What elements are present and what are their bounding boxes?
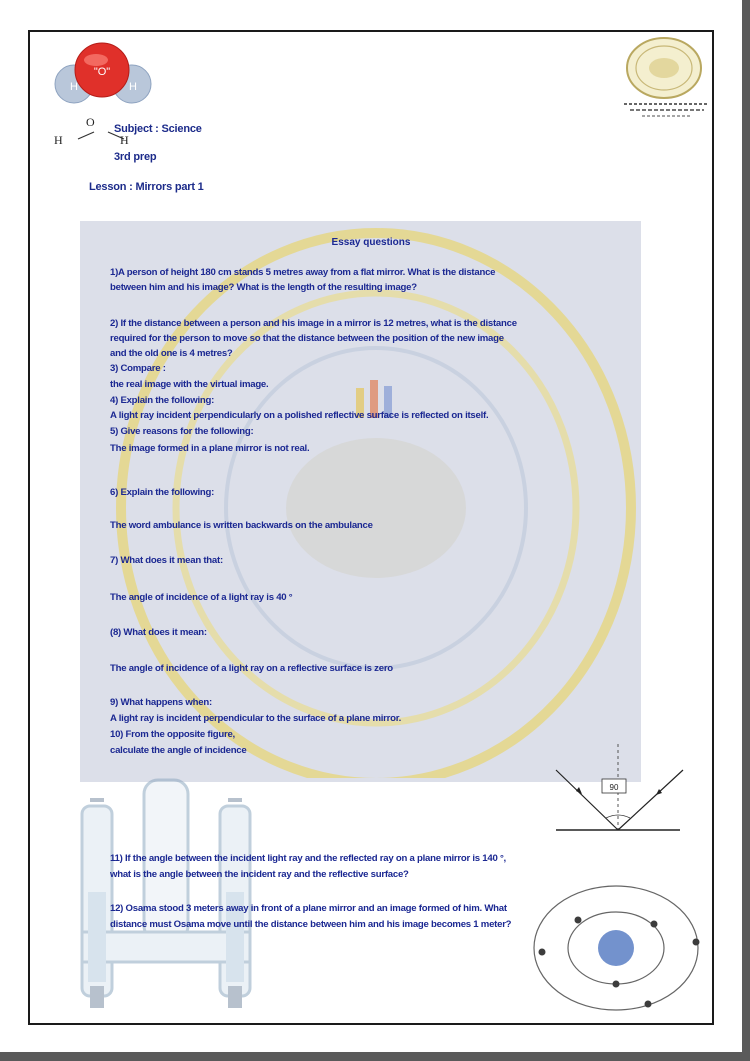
question-5-text: The image formed in a plane mirror is not real. [110,443,310,454]
question-3-heading: 3) Compare : [110,363,166,374]
question-8-heading: (8) What does it mean: [110,627,207,638]
question-9-text: A light ray is incident perpendicular to the surface of a plane mirror. [110,713,402,724]
question-1-line-1: 1)A person of height 180 cm stands 5 metres away from a flat mirror. What is the distance [110,267,496,278]
question-2-line-2: required for the person to move so that the distance between the position of the new image [110,333,504,344]
question-3-text: the real image with the virtual image. [110,379,269,390]
question-11-line-2: what is the angle between the incident ray and the reflective surface? [110,869,409,880]
question-12-line-1: 12) Osama stood 3 meters away in front of a plane mirror and an image formed of him. What [110,903,507,914]
angle-label: 90 [609,783,619,792]
question-7-heading: 7) What does it mean that: [110,555,223,566]
hydrogen-symbol-right: H [120,133,129,147]
subject-label: Subject : Science [114,123,202,135]
lesson-label: Lesson : Mirrors part 1 [89,181,204,193]
question-10-heading: 10) From the opposite figure, [110,729,235,740]
question-4-text: A light ray incident perpendicularly on a polished reflective surface is reflected on itself. [110,410,489,421]
question-5-heading: 5) Give reasons for the following: [110,426,254,437]
svg-text:"O": "O" [93,66,111,78]
atom-model-image [528,880,718,1020]
question-4-heading: 4) Explain the following: [110,395,215,406]
hydrogen-symbol-left: H [54,133,63,147]
reflection-figure [548,744,688,839]
question-8-text: The angle of incidence of a light ray on a reflective surface is zero [110,663,393,674]
essay-title: Essay questions [331,237,411,248]
grade-label: 3rd prep [114,151,157,163]
question-12-line-2: distance must Osama move until the distance between him and his image becomes 1 meter? [110,919,512,930]
svg-text:H: H [70,81,78,93]
question-6-heading: 6) Explain the following: [110,487,215,498]
question-10-text: calculate the angle of incidence [110,745,247,756]
question-2-line-1: 2) If the distance between a person and his image in a mirror is 12 metres, what is the distance [110,318,517,329]
question-2-line-3: and the old one is 4 metres? [110,348,233,359]
ministry-seal-logo [612,36,720,128]
question-1-line-2: between him and his image? What is the length of the resulting image? [110,282,417,293]
question-7-text: The angle of incidence of a light ray is 40 ° [110,592,293,603]
question-6-text: The word ambulance is written backwards on the ambulance [110,520,373,531]
oxygen-symbol: O [86,115,95,129]
electrolysis-apparatus-image [60,772,260,1022]
question-11-line-1: 11) If the angle between the incident light ray and the reflected ray on a plane mirror is 140 °, [110,853,506,864]
svg-text:H: H [129,81,137,93]
question-9-heading: 9) What happens when: [110,697,212,708]
